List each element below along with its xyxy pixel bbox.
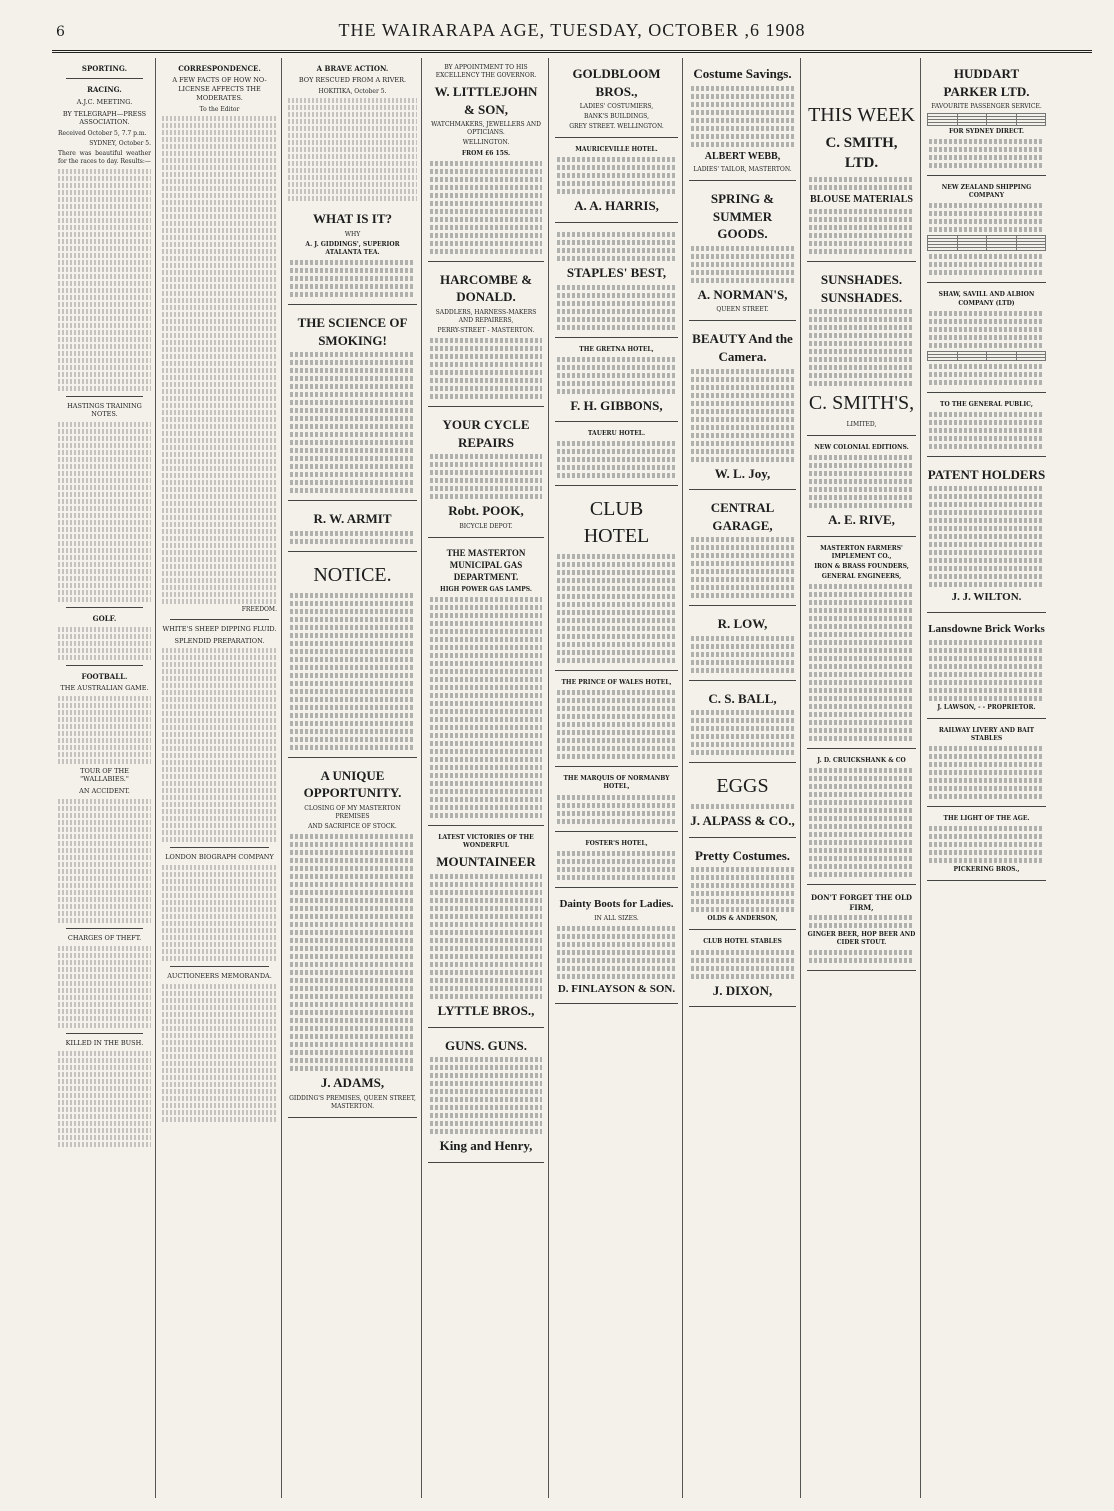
- heading-boy: BOY RESCUED FROM A RIVER.: [298, 76, 407, 85]
- column-3: [284, 58, 422, 1498]
- ad-lansdowne: Lansdowne Brick Works J. LAWSON, - - PROPRIETOR.: [927, 615, 1046, 719]
- heading-golf: GOLF.: [92, 614, 117, 624]
- heading-bush: KILLED IN THE BUSH.: [65, 1038, 144, 1047]
- ad-goldbloom: GOLDBLOOM BROS., LADIES' COSTUMIERS, BANK'S BUILDINGS, GREY STREET. WELLINGTON.: [555, 58, 678, 138]
- ad-light-of-age: THE LIGHT OF THE AGE. PICKERING BROS.,: [927, 809, 1046, 881]
- ad-science-smoking: THE SCIENCE OF SMOKING!: [288, 307, 417, 501]
- ad-mauriceville: MAURICEVILLE HOTEL. A. A. HARRIS,: [555, 140, 678, 223]
- heading-sporting: SPORTING.: [81, 64, 128, 73]
- ad-nz-shipping: NEW ZEALAND SHIPPING COMPANY: [927, 178, 1046, 283]
- body-text: There was beautiful weather for the races to day. Results:—: [58, 150, 151, 166]
- ad-club-hotel: CLUB HOTEL: [555, 488, 678, 671]
- column-4: [424, 58, 549, 1498]
- column-5: [551, 58, 683, 1498]
- column-7: [803, 58, 921, 1498]
- ad-armit: R. W. ARMIT: [288, 503, 417, 552]
- shaw-savill-table: [927, 351, 1046, 361]
- ad-colonial-editions: NEW COLONIAL EDITIONS. A. E. RIVE,: [807, 438, 916, 537]
- ad-fosters: FOSTER'S HOTEL,: [555, 834, 678, 888]
- masthead: [52, 14, 1092, 53]
- ad-gretna: THE GRETNA HOTEL, F. H. GIBBONS,: [555, 340, 678, 423]
- ad-taueru: TAUERU HOTEL.: [555, 424, 678, 486]
- ad-ball-tailor: C. S. BALL,: [689, 683, 796, 764]
- received-time: Received October 5, 7.7 p.m.: [58, 130, 147, 138]
- sailing-timetable: [927, 113, 1046, 126]
- column-1: [54, 58, 156, 1498]
- heading-aus-game: THE AUSTRALIAN GAME.: [60, 683, 149, 692]
- heading-theft: CHARGES OF THEFT.: [67, 934, 142, 943]
- heading-splendid: SPLENDID PREPARATION.: [174, 636, 265, 645]
- ad-tea-name: A. J. GIDDINGS', SUPERIOR ATALANTA TEA.: [305, 240, 400, 257]
- ad-giddings-tea: WHAT IS IT? WHY A. J. GIDDINGS', SUPERIOR ATALANTA TEA.: [288, 203, 417, 305]
- heading-facts: A FEW FACTS OF HOW NO-LICENSE AFFECTS THE MODERATES.: [172, 76, 267, 102]
- ad-pook: YOUR CYCLE REPAIRS Robt. POOK, BICYCLE DEPOT.: [428, 409, 544, 538]
- heading-football: FOOTBALL.: [81, 671, 128, 681]
- page-number: 6: [56, 24, 65, 40]
- heading-correspondence: CORRESPONDENCE.: [178, 64, 261, 73]
- heading-biograph: LONDON BIOGRAPH COMPANY: [165, 853, 274, 862]
- nz-shipping-table: [927, 235, 1046, 251]
- ad-costume-savings: Costume Savings. ALBERT WEBB, LADIES' TAILOR, MASTERTON.: [689, 58, 796, 181]
- ad-marquis: THE MARQUIS OF NORMANBY HOTEL,: [555, 769, 678, 831]
- heading-training: HASTINGS TRAINING NOTES.: [67, 401, 142, 419]
- ad-eggs: EGGS J. ALPASS & CO.,: [689, 765, 796, 838]
- dateline-hokitika: HOKITIKA, October 5.: [318, 88, 387, 96]
- ad-staples: STAPLES' BEST,: [555, 225, 678, 338]
- to-editor: To the Editor: [199, 105, 240, 113]
- ad-mountaineer: LATEST VICTORIES OF THE WONDERFUL MOUNTAINEER LYTTLE BROS.,: [428, 828, 544, 1027]
- ad-dainty-boots: Dainty Boots for Ladies. IN ALL SIZES. D. FINLAYSON & SON.: [555, 890, 678, 1005]
- heading-racing: RACING.: [87, 85, 122, 95]
- ad-guns: GUNS. GUNS. King and Henry,: [428, 1030, 544, 1163]
- ad-unique-opportunity: A UNIQUE OPPORTUNITY. CLOSING OF MY MASTERTON PREMISES AND SACRIFICE OF STOCK. J. ADAMS, GIDDING'S PREMISES, QUEEN STREET, MASTERTON.: [288, 760, 417, 1118]
- column-2: [158, 58, 282, 1498]
- ad-dont-forget: DON'T FORGET THE OLD FIRM, GINGER BEER, HOP BEER AND CIDER STOUT.: [807, 887, 916, 971]
- ad-beauty-camera: BEAUTY And the Camera. W. L. Joy,: [689, 323, 796, 490]
- heading-sheep: WHITE'S SHEEP DIPPING FLUID.: [162, 624, 277, 633]
- ad-shaw-savill: SHAW, SAVILL AND ALBION COMPANY (LTD): [927, 285, 1046, 392]
- ad-harcombe: HARCOMBE & DONALD. SADDLERS, HARNESS-MAKERS AND REPAIRERS, PERRY-STREET - MASTERTON.: [428, 264, 544, 407]
- heading-tour: TOUR OF THE "WALLABIES.": [80, 766, 129, 784]
- ad-patent-holders: PATENT HOLDERS J. J. WILTON.: [927, 459, 1046, 613]
- heading-auctioneers: AUCTIONEERS MEMORANDA.: [167, 972, 272, 981]
- column-8: [923, 58, 1050, 1498]
- ad-huddart-parker: HUDDART PARKER LTD. FAVOURITE PASSENGER SERVICE. FOR SYDNEY DIRECT.: [927, 58, 1046, 176]
- ad-littlejohn: BY APPOINTMENT TO HIS EXCELLENCY THE GOVERNOR. W. LITTLEJOHN & SON, WATCHMAKERS, JEWELLERS AND OPTICIANS. WELLINGTON. FROM £6 15S.: [428, 58, 544, 262]
- ad-gas-department: THE MASTERTON MUNICIPAL GAS DEPARTMENT. HIGH POWER GAS LAMPS.: [428, 540, 544, 827]
- ad-low-builder: R. LOW,: [689, 608, 796, 681]
- ad-pretty-costumes: Pretty Costumes. OLDS & ANDERSON,: [689, 840, 796, 931]
- dateline: SYDNEY, October 5.: [89, 140, 151, 148]
- signature: FREEDOM.: [241, 605, 277, 613]
- column-6: [685, 58, 801, 1498]
- byline: BY TELEGRAPH—PRESS ASSOCIATION.: [62, 109, 147, 127]
- ad-cruickshank: J. D. CRUICKSHANK & CO: [807, 751, 916, 885]
- ad-sunshades: SUNSHADES. SUNSHADES. C. SMITH'S, LIMITED,: [807, 264, 916, 436]
- ad-prince-of-wales: THE PRINCE OF WALES HOTEL,: [555, 673, 678, 767]
- ad-c-smith: THIS WEEK C. SMITH, LTD. BLOUSE MATERIALS: [807, 58, 916, 262]
- heading-ajc: A.J.C. MEETING.: [76, 97, 133, 106]
- ad-farmers-implement: MASTERTON FARMERS' IMPLEMENT CO., IRON & BRASS FOUNDERS, GENERAL ENGINEERS,: [807, 539, 916, 749]
- newspaper-title: THE WAIRARAPA AGE, TUESDAY, OCTOBER ,6 1908: [338, 20, 806, 40]
- ad-notice: NOTICE.: [288, 554, 417, 758]
- ad-railway-livery: RAILWAY LIVERY AND BAIT STABLES: [927, 721, 1046, 807]
- columns: [54, 58, 1094, 1498]
- heading-accident: AN ACCIDENT.: [79, 787, 130, 796]
- ad-general-public: TO THE GENERAL PUBLIC,: [927, 395, 1046, 457]
- ad-what-is-it: WHAT IS IT?: [313, 211, 392, 227]
- ad-club-stables: CLUB HOTEL STABLES J. DIXON,: [689, 932, 796, 1007]
- ad-central-garage: CENTRAL GARAGE,: [689, 492, 796, 606]
- heading-brave: A BRAVE ACTION.: [316, 64, 389, 73]
- ad-spring-summer: SPRING & SUMMER GOODS. A. NORMAN'S, QUEEN STREET.: [689, 183, 796, 321]
